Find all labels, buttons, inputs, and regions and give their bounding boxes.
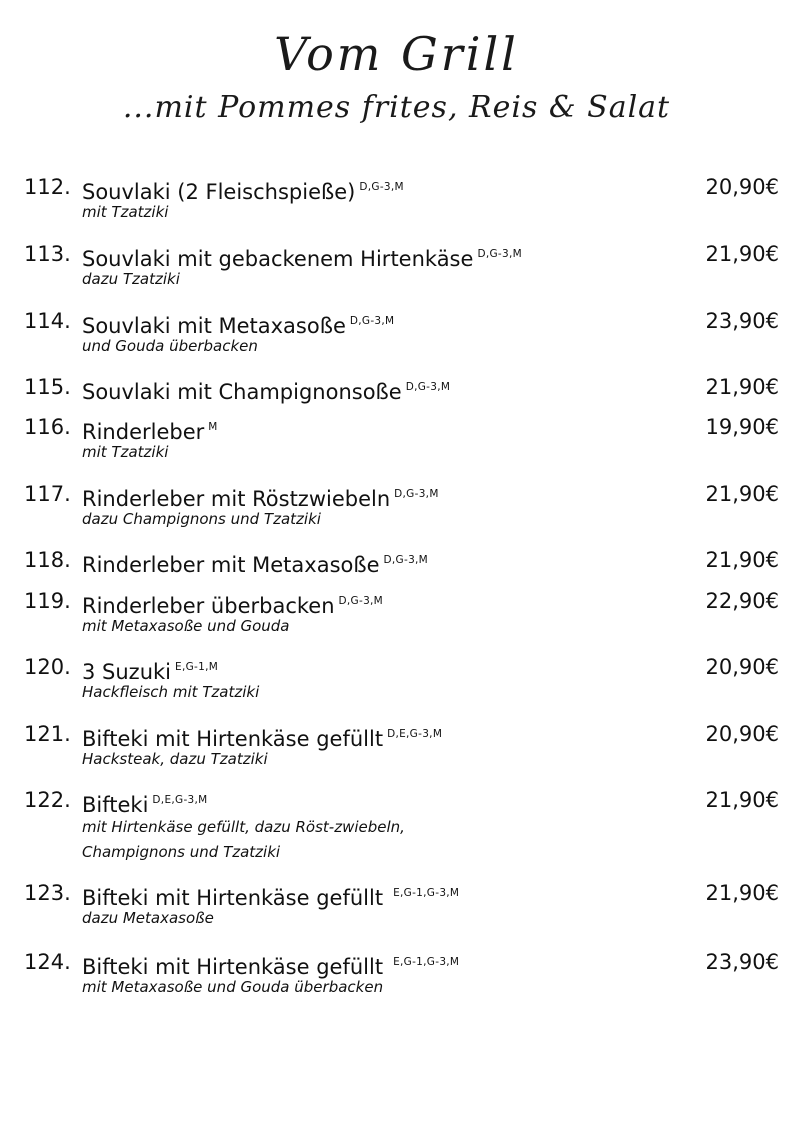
item-number: 112. — [24, 175, 71, 199]
item-description: mit Hirtenkäse gefüllt, dazu Röst-zwiebeln, Champignons und Tzatziki — [82, 818, 405, 861]
item-description: und Gouda überbacken — [82, 337, 258, 355]
item-description: mit Tzatziki — [82, 443, 169, 461]
item-number: 116. — [24, 415, 71, 439]
item-price: 23,90€ — [705, 309, 779, 333]
item-name: Bifteki $^{D,E,G-3,M}$ — [82, 793, 208, 817]
item-number: 114. — [24, 309, 71, 333]
item-number: 120. — [24, 655, 71, 679]
allergen-codes: M — [208, 421, 218, 433]
item-price: 20,90€ — [705, 722, 779, 746]
allergen-codes: D,E,G-3,M — [387, 728, 443, 740]
item-description: Hackfleisch mit Tzatziki — [82, 683, 260, 701]
item-description: mit Metaxasoße und Gouda überbacken — [82, 978, 384, 996]
allergen-codes: E,G-1,G-3,M — [393, 887, 460, 899]
allergen-codes: E,G-1,G-3,M — [393, 956, 460, 968]
item-name: Bifteki mit Hirtenkäse gefüllt $^{E,G-1,G-3,M}$ — [82, 886, 460, 910]
item-number: 122. — [24, 788, 71, 812]
item-name: Rinderleber mit Röstzwiebeln $^{D,G-3,M}$ — [82, 487, 439, 511]
allergen-codes: D,E,G-3,M — [152, 794, 208, 806]
item-price: 21,90€ — [705, 788, 779, 812]
allergen-codes: D,G-3,M — [338, 595, 384, 607]
allergen-codes: D,G-3,M — [405, 381, 451, 393]
allergen-codes: E,G-1,M — [175, 661, 219, 673]
item-number: 117. — [24, 482, 71, 506]
item-price: 19,90€ — [705, 415, 779, 439]
item-number: 121. — [24, 722, 71, 746]
item-price: 21,90€ — [705, 375, 779, 399]
item-price: 22,90€ — [705, 589, 779, 613]
item-name: Bifteki mit Hirtenkäse gefüllt $^{D,E,G-3,M}$ — [82, 727, 443, 751]
allergen-codes: D,G-3,M — [349, 315, 395, 327]
item-name: Souvlaki mit gebackenem Hirtenkäse $^{D,G-3,M}$ — [82, 247, 522, 271]
item-name: Souvlaki mit Metaxasoße $^{D,G-3,M}$ — [82, 314, 395, 338]
item-price: 21,90€ — [705, 548, 779, 572]
item-price: 20,90€ — [705, 655, 779, 679]
item-name: Rinderleber mit Metaxasoße $^{D,G-3,M}$ — [82, 553, 429, 577]
item-price: 21,90€ — [705, 242, 779, 266]
item-description: dazu Champignons und Tzatziki — [82, 510, 321, 528]
item-number: 115. — [24, 375, 71, 399]
item-description: dazu Metaxasoße — [82, 909, 214, 927]
item-number: 113. — [24, 242, 71, 266]
item-price: 21,90€ — [705, 881, 779, 905]
item-name: Souvlaki (2 Fleischspieße) $^{D,G-3,M}$ — [82, 180, 404, 204]
page-subtitle: ...mit Pommes frites, Reis & Salat — [122, 90, 671, 125]
item-description: Hacksteak, dazu Tzatziki — [82, 750, 268, 768]
allergen-codes: D,G-3,M — [477, 248, 522, 260]
item-description: dazu Tzatziki — [82, 270, 180, 288]
item-price: 23,90€ — [705, 950, 779, 974]
allergen-codes: D,G-3,M — [383, 554, 429, 566]
allergen-codes: D,G-3,M — [394, 488, 439, 500]
item-name: Bifteki mit Hirtenkäse gefüllt $^{E,G-1,G-3,M}$ — [82, 955, 460, 979]
item-name: Rinderleber überbacken $^{D,G-3,M}$ — [82, 594, 384, 618]
item-price: 21,90€ — [705, 482, 779, 506]
page-title: Vom Grill — [274, 27, 519, 81]
item-number: 123. — [24, 881, 71, 905]
item-name: 3 Suzuki $^{E,G-1,M}$ — [82, 660, 219, 684]
item-number: 118. — [24, 548, 71, 572]
allergen-codes: D,G-3,M — [359, 181, 404, 193]
item-description: mit Metaxasoße und Gouda — [82, 617, 290, 635]
item-description: mit Tzatziki — [82, 203, 169, 221]
item-number: 124. — [24, 950, 71, 974]
item-number: 119. — [24, 589, 71, 613]
item-price: 20,90€ — [705, 175, 779, 199]
item-name: Souvlaki mit Champignonsoße $^{D,G-3,M}$ — [82, 380, 451, 404]
item-name: Rinderleber $^M$ — [82, 420, 218, 444]
